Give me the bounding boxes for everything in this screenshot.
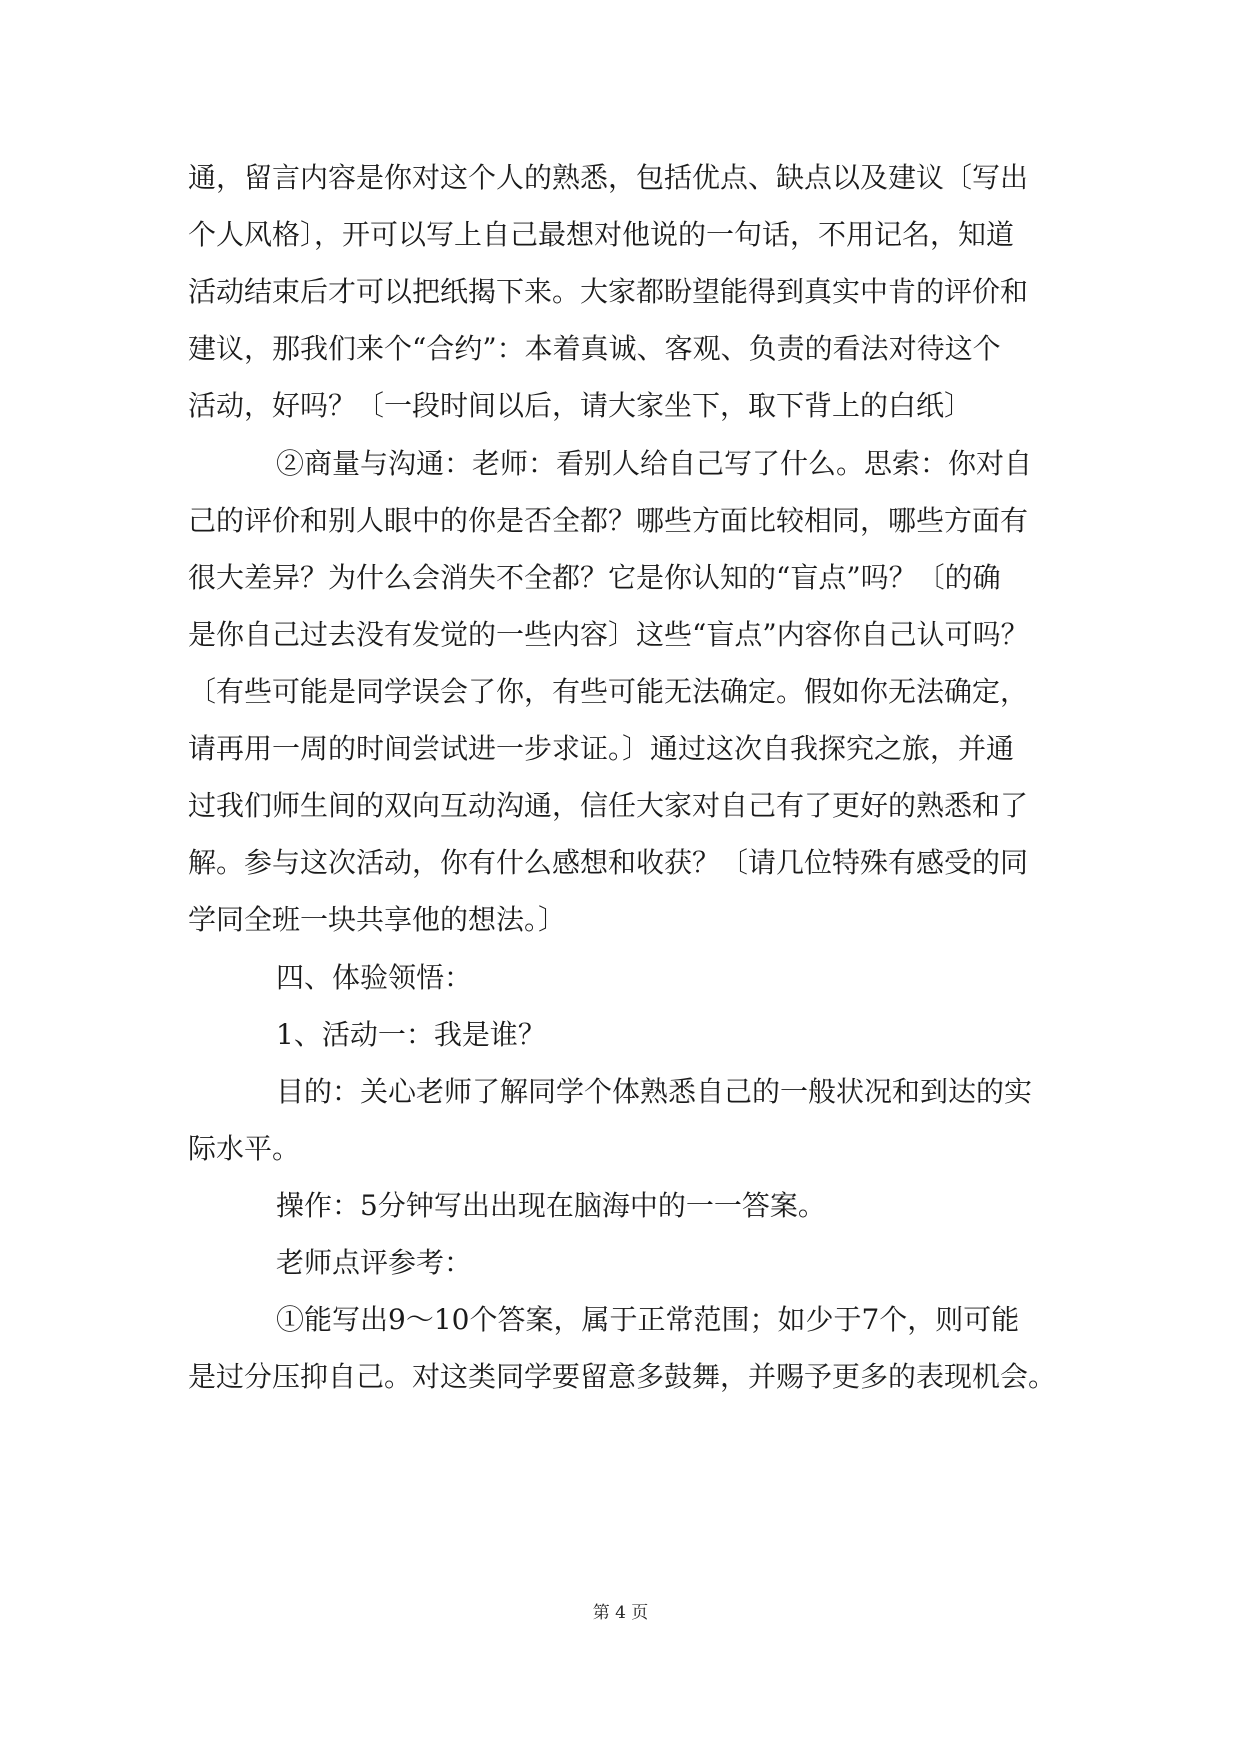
text-line: 请再用一周的时间尝试进一步求证。〕通过这次自我探究之旅，并通 [188, 732, 1015, 765]
text-line: 个人风格〕，开可以写上自己最想对他说的一句话，不用记名，知道 [188, 218, 1015, 251]
text-line: 是你自己过去没有发觉的一些内容〕这些“盲点”内容你自己认可吗？ [188, 618, 1029, 651]
page-number: 第 4 页 [592, 1603, 649, 1623]
text-line: 际水平。 [188, 1132, 301, 1165]
text-line: 是过分压抑自己。对这类同学要留意多鼓舞，并赐予更多的表现机会。 [188, 1360, 1057, 1393]
text-line: 操作：5分钟写出出现在脑海中的一一答案。 [276, 1189, 826, 1222]
subsection-heading: 1、活动一：我是谁？ [276, 1018, 546, 1051]
text-line: ②商量与沟通：老师：看别人给自己写了什么。思索：你对自 [276, 447, 1033, 480]
text-line: 活动，好吗？〔一段时间以后，请大家坐下，取下背上的白纸〕 [188, 389, 973, 422]
text-line: 学同全班一块共享他的想法。〕 [188, 903, 567, 936]
text-line: 解。参与这次活动，你有什么感想和收获？〔请几位特殊有感受的同 [188, 846, 1029, 879]
text-line: 目的：关心老师了解同学个体熟悉自己的一般状况和到达的实 [276, 1075, 1033, 1108]
text-line: 〔有些可能是同学误会了你，有些可能无法确定。假如你无法确定， [188, 675, 1029, 708]
text-line: 老师点评参考： [276, 1246, 473, 1279]
section-heading: 四、体验领悟： [276, 961, 473, 994]
text-line: 通，留言内容是你对这个人的熟悉，包括优点、缺点以及建议〔写出 [188, 161, 1029, 194]
text-line: 建议，那我们来个“合约”：本着真诚、客观、负责的看法对待这个 [188, 332, 1001, 365]
text-line: 很大差异？为什么会消失不全都？它是你认知的“盲点”吗？〔的确 [188, 561, 1001, 594]
text-line: 活动结束后才可以把纸揭下来。大家都盼望能得到真实中肯的评价和 [188, 275, 1029, 308]
text-line: 过我们师生间的双向互动沟通，信任大家对自己有了更好的熟悉和了 [188, 789, 1029, 822]
text-line: ①能写出9～10个答案，属于正常范围；如少于7个，则可能 [276, 1303, 1020, 1336]
text-line: 己的评价和别人眼中的你是否全都？哪些方面比较相同，哪些方面有 [188, 504, 1029, 537]
